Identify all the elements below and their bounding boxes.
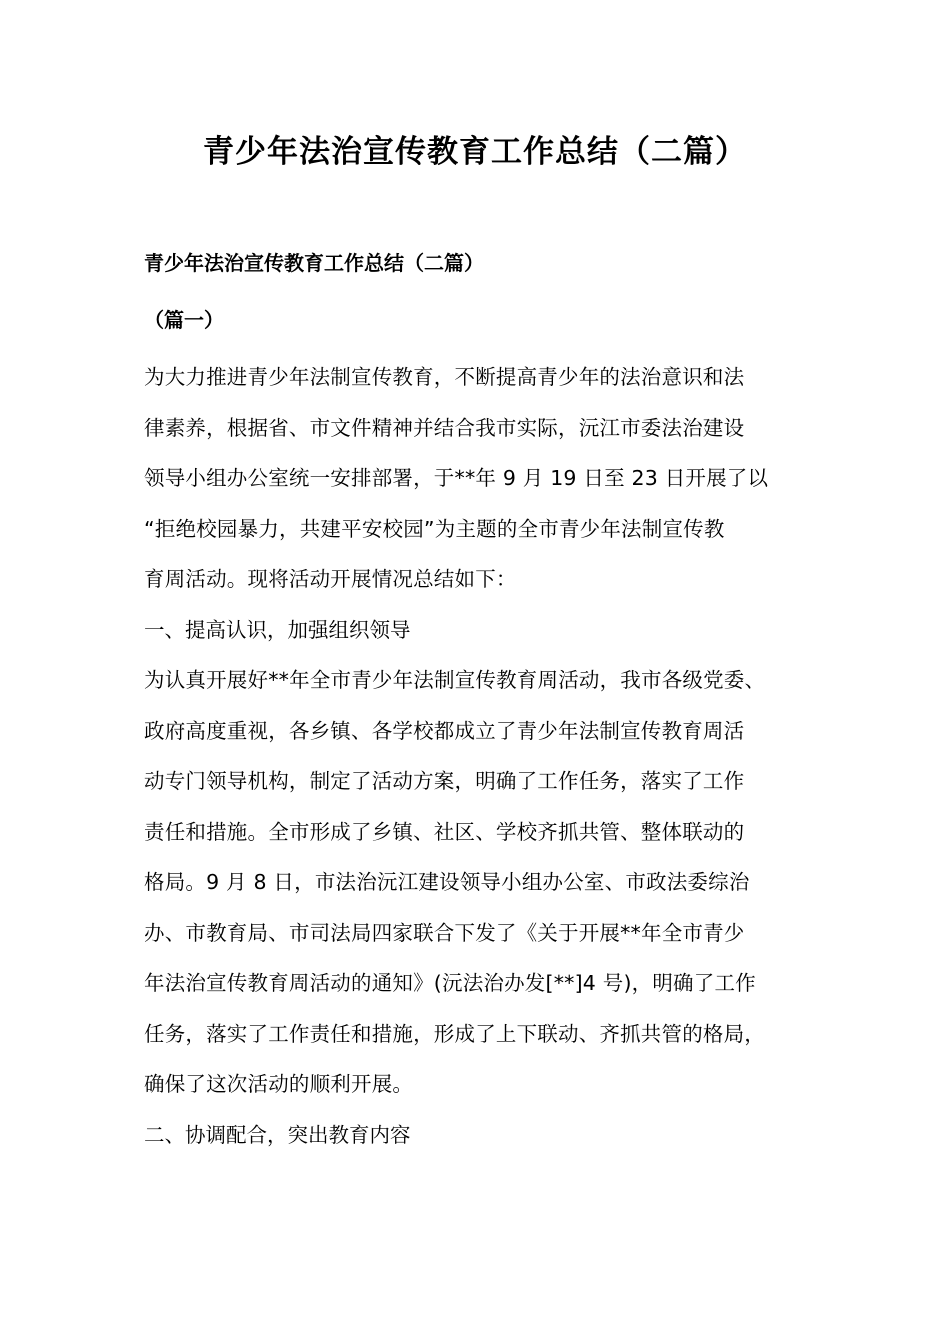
section-heading-1: 一、提高认识，加强组织领导	[144, 617, 411, 642]
paragraph-line: 办、市教育局、市司法局四家联合下发了《关于开展**年全市青少	[144, 920, 745, 945]
paragraph-line: 为大力推进青少年法制宣传教育，不断提高青少年的法治意识和法	[144, 365, 745, 389]
document-body	[144, 245, 809, 1160]
section-heading-2: 二、协调配合，突出教育内容	[144, 1122, 411, 1147]
part-label: （篇一）	[144, 308, 224, 332]
paragraph-line: 年法治宣传教育周活动的通知》(沅法治办发[**]4 号)，明确了工作	[144, 971, 756, 995]
document-subtitle: 青少年法治宣传教育工作总结（二篇）	[144, 251, 484, 275]
paragraph-line: 律素养，根据省、市文件精神并结合我市实际，沅江市委法治建设	[144, 415, 745, 440]
section1-paragraph	[144, 655, 809, 1110]
paragraph-line: 确保了这次活动的顺利开展。	[144, 1072, 414, 1096]
paragraph-line: “拒绝校园暴力，共建平安校园”为主题的全市青少年法制宣传教	[144, 516, 725, 541]
paragraph-line: 责任和措施。全市形成了乡镇、社区、学校齐抓共管、整体联动的	[144, 819, 745, 844]
paragraph-line: 领导小组办公室统一安排部署，于**年 9 月 19 日至 23 日开展了以	[144, 466, 769, 490]
document-title: 青少年法治宣传教育工作总结（二篇）	[203, 134, 747, 170]
paragraph-line: 任务，落实了工作责任和措施，形成了上下联动、齐抓共管的格局，	[144, 1021, 765, 1046]
paragraph-line: 为认真开展好**年全市青少年法制宣传教育周活动，我市各级党委、	[144, 668, 766, 692]
paragraph-line: 动专门领导机构，制定了活动方案，明确了工作任务，落实了工作	[144, 769, 745, 793]
paragraph-line: 育周活动。现将活动开展情况总结如下：	[144, 567, 517, 591]
intro-paragraph	[144, 352, 809, 605]
paragraph-line: 政府高度重视，各乡镇、各学校都成立了青少年法制宣传教育周活	[144, 718, 745, 743]
paragraph-line: 格局。9 月 8 日，市法治沅江建设领导小组办公室、市政法委综治	[144, 870, 750, 894]
